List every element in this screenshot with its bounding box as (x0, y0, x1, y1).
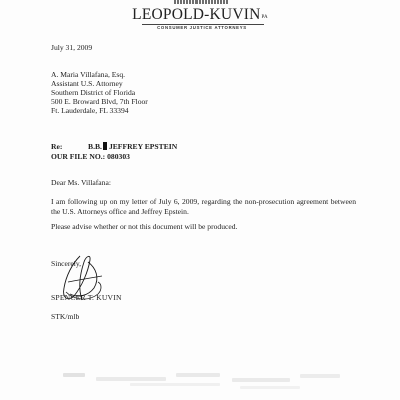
file-number-line (51, 152, 177, 162)
salutation: Dear Ms. Villafana: (51, 178, 111, 187)
scan-artifact (232, 378, 290, 382)
firm-tagline: CONSUMER JUSTICE ATTORNEYS (157, 25, 247, 30)
firm-trademark: PA (261, 15, 268, 20)
re-label: Re: (51, 142, 63, 151)
redaction-mark (103, 142, 107, 150)
closing: Sincerely, (51, 259, 82, 268)
recipient-line: 500 E. Broward Blvd, 7th Floor (51, 97, 148, 106)
typist-initials: STK/mlb (51, 312, 80, 321)
signer-name: SPENCER T. KUVIN (51, 293, 122, 302)
re-subject: JEFFREY EPSTEIN (108, 142, 178, 151)
scan-artifact (63, 373, 85, 377)
file-number: 080303 (107, 151, 130, 161)
scan-artifact (300, 374, 340, 378)
letter-date: July 31, 2009 (51, 43, 93, 52)
body-paragraph-1: I am following up on my letter of July 6, 2009, regarding the non-prosecution agreement between the U.S. Attorneys office and Jeffrey Epstein. (51, 197, 356, 216)
scan-artifact (176, 373, 220, 377)
scan-artifact (240, 386, 300, 389)
recipient-line: Ft. Lauderdale, FL 33394 (51, 106, 129, 115)
firm-name (0, 6, 400, 24)
re-prefix: B.B. (88, 142, 102, 151)
letterhead-logo-bars (174, 0, 228, 4)
reference-block (51, 142, 177, 161)
scan-artifact (130, 383, 220, 386)
firm-name-text: LEOPOLD-KUVIN (132, 6, 261, 23)
body-paragraph-2: Please advise whether or not this document will be produced. (51, 222, 238, 231)
file-label: OUR FILE NO.: (51, 151, 106, 161)
recipient-line: Assistant U.S. Attorney (51, 79, 123, 88)
recipient-line: Southern District of Florida (51, 88, 136, 97)
recipient-line: A. Maria Villafana, Esq. (51, 70, 126, 79)
re-line (51, 142, 177, 152)
scan-artifact (96, 377, 166, 381)
recipient-address (51, 70, 148, 115)
